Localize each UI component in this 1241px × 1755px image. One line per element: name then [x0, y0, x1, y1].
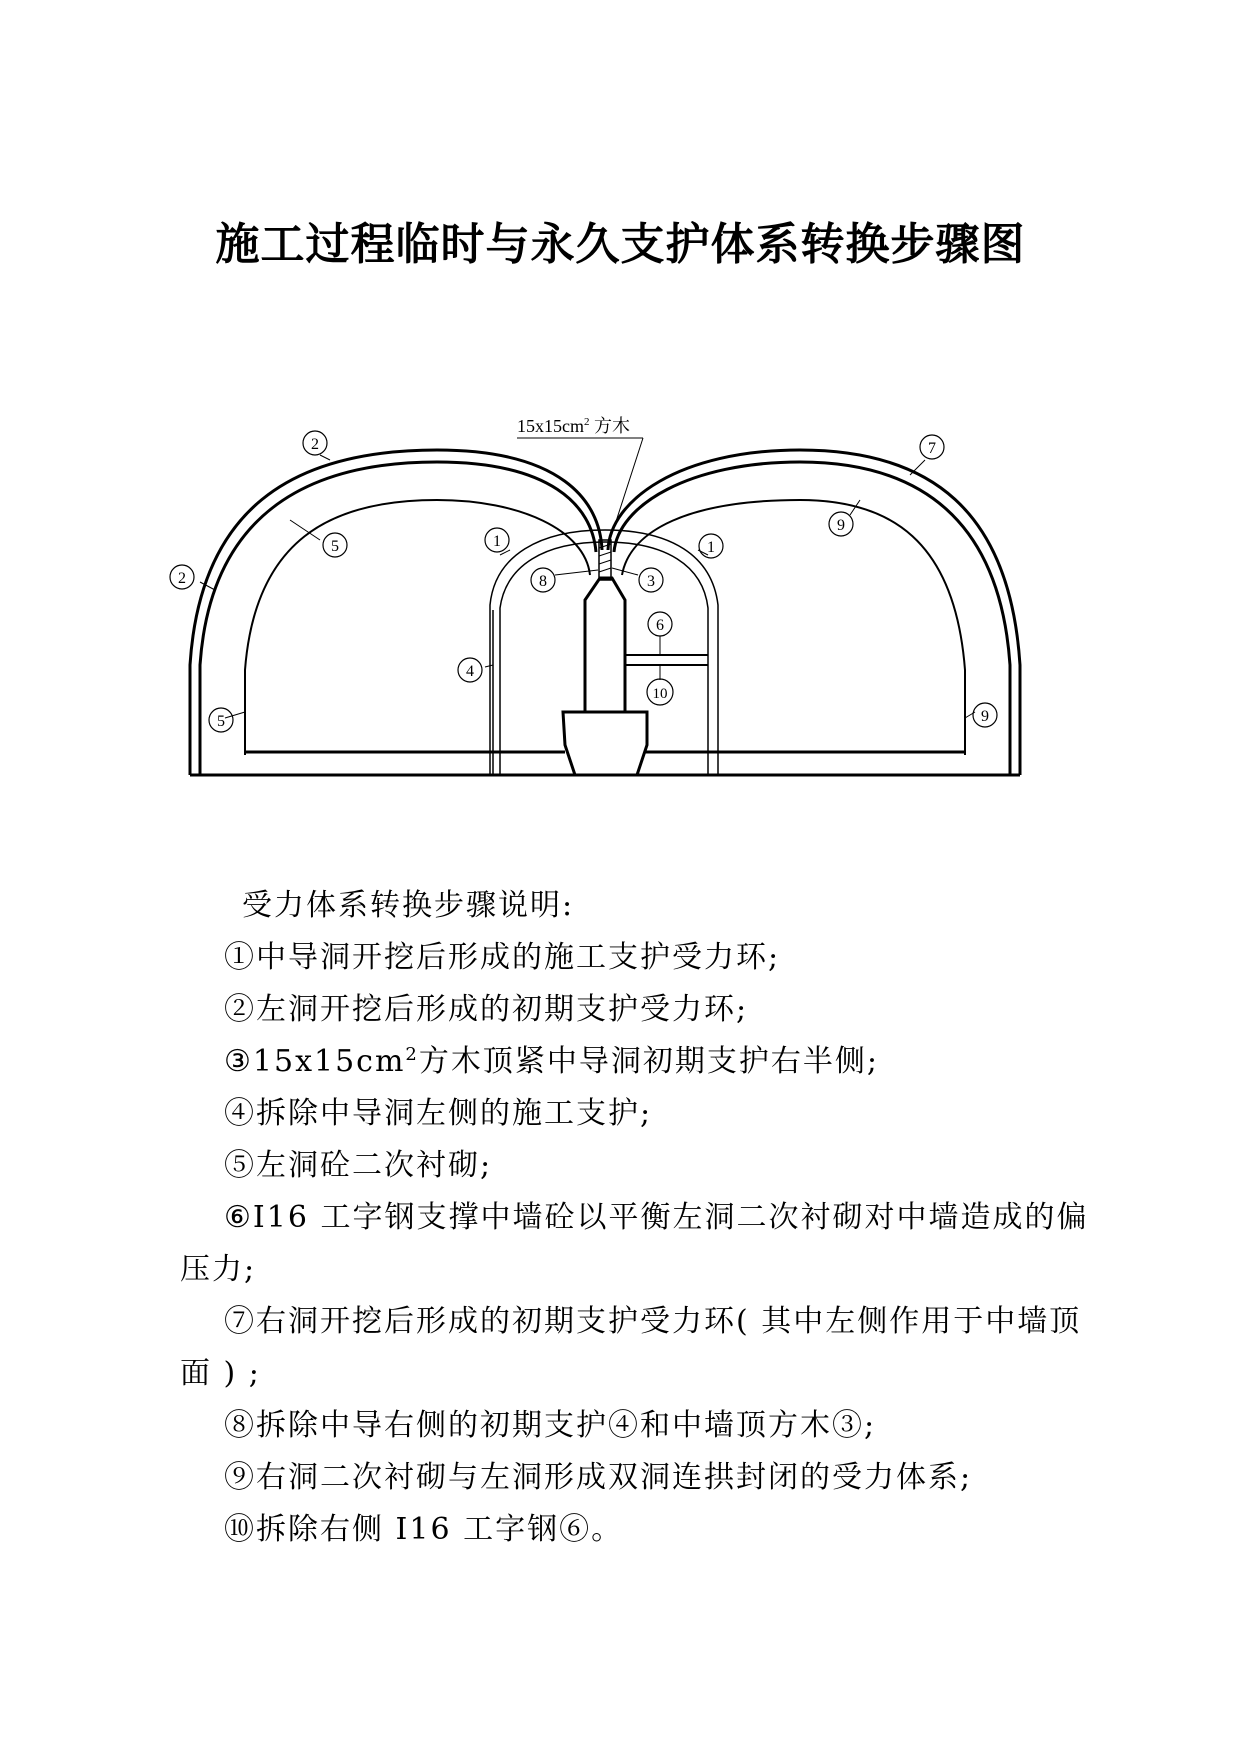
svg-text:1: 1 — [493, 533, 501, 550]
svg-text:7: 7 — [928, 440, 936, 457]
step-1: ①中导洞开挖后形成的施工支护受力环; — [224, 940, 781, 975]
right-tunnel-outer-lining-inner — [614, 462, 1010, 775]
step-3: $③15x15cm^2$方木顶紧中导洞初期支护右半侧; — [224, 1044, 879, 1079]
marker-4 — [458, 658, 482, 682]
left-tunnel-outer-lining — [190, 450, 602, 775]
marker-10 — [647, 679, 673, 705]
marker-2-left — [170, 565, 194, 589]
svg-text:9: 9 — [981, 708, 989, 725]
description-heading: 受力体系转换步骤说明: — [242, 888, 575, 923]
svg-text:8: 8 — [539, 573, 547, 590]
middle-wall-footing — [563, 712, 647, 775]
left-tunnel-outer-lining-inner — [200, 462, 596, 775]
marker-1-right — [699, 534, 723, 558]
pilot-tunnel-outer — [490, 530, 718, 775]
step-4: ④拆除中导洞左侧的施工支护; — [224, 1096, 653, 1131]
svg-text:2: 2 — [178, 570, 186, 587]
svg-text:4: 4 — [466, 663, 474, 680]
step-10: ⑩拆除右侧 I16 工字钢⑥。 — [224, 1512, 624, 1547]
marker-2-top — [303, 431, 327, 455]
marker-8 — [531, 568, 555, 592]
right-tunnel-secondary-lining — [622, 500, 965, 755]
svg-text:1: 1 — [707, 539, 715, 556]
marker-3 — [639, 568, 663, 592]
marker-6 — [648, 612, 672, 636]
step-5: ⑤左洞砼二次衬砌; — [224, 1148, 493, 1183]
marker-7 — [920, 435, 944, 459]
svg-text:2: 2 — [311, 436, 319, 453]
step-2: ②左洞开挖后形成的初期支护受力环; — [224, 992, 749, 1027]
svg-text:5: 5 — [217, 713, 225, 730]
marker-5-lower — [209, 708, 233, 732]
svg-text:9: 9 — [837, 517, 845, 534]
left-tunnel-secondary-lining — [245, 500, 590, 755]
middle-wall — [585, 578, 625, 712]
marker-5-upper — [323, 533, 347, 557]
page-title: 施工过程临时与永久支护体系转换步骤图 — [215, 219, 1026, 270]
step-9: ⑨右洞二次衬砌与左洞形成双洞连拱封闭的受力体系; — [224, 1460, 973, 1495]
right-tunnel-outer-lining — [608, 450, 1020, 775]
step-8: ⑧拆除中导右侧的初期支护④和中墙顶方木③; — [224, 1408, 877, 1443]
step-7: ⑦右洞开挖后形成的初期支护受力环( 其中左侧作用于中墙顶面 ) ; — [180, 1304, 1082, 1391]
tunnel-support-diagram — [0, 0, 1241, 800]
timber-label: $15x15cm^2$ 方木 — [517, 416, 630, 436]
svg-text:10: 10 — [652, 686, 668, 702]
marker-9-upper — [829, 512, 853, 536]
step-6: ⑥I16 工字钢支撑中墙砼以平衡左洞二次衬砌对中墙造成的偏压力; — [180, 1200, 1089, 1287]
marker-9-lower — [973, 703, 997, 727]
svg-text:6: 6 — [656, 617, 664, 634]
svg-text:3: 3 — [647, 573, 655, 590]
description — [180, 880, 1100, 1556]
leader-lines — [200, 438, 975, 718]
svg-text:5: 5 — [331, 538, 339, 555]
marker-1-left — [485, 528, 509, 552]
